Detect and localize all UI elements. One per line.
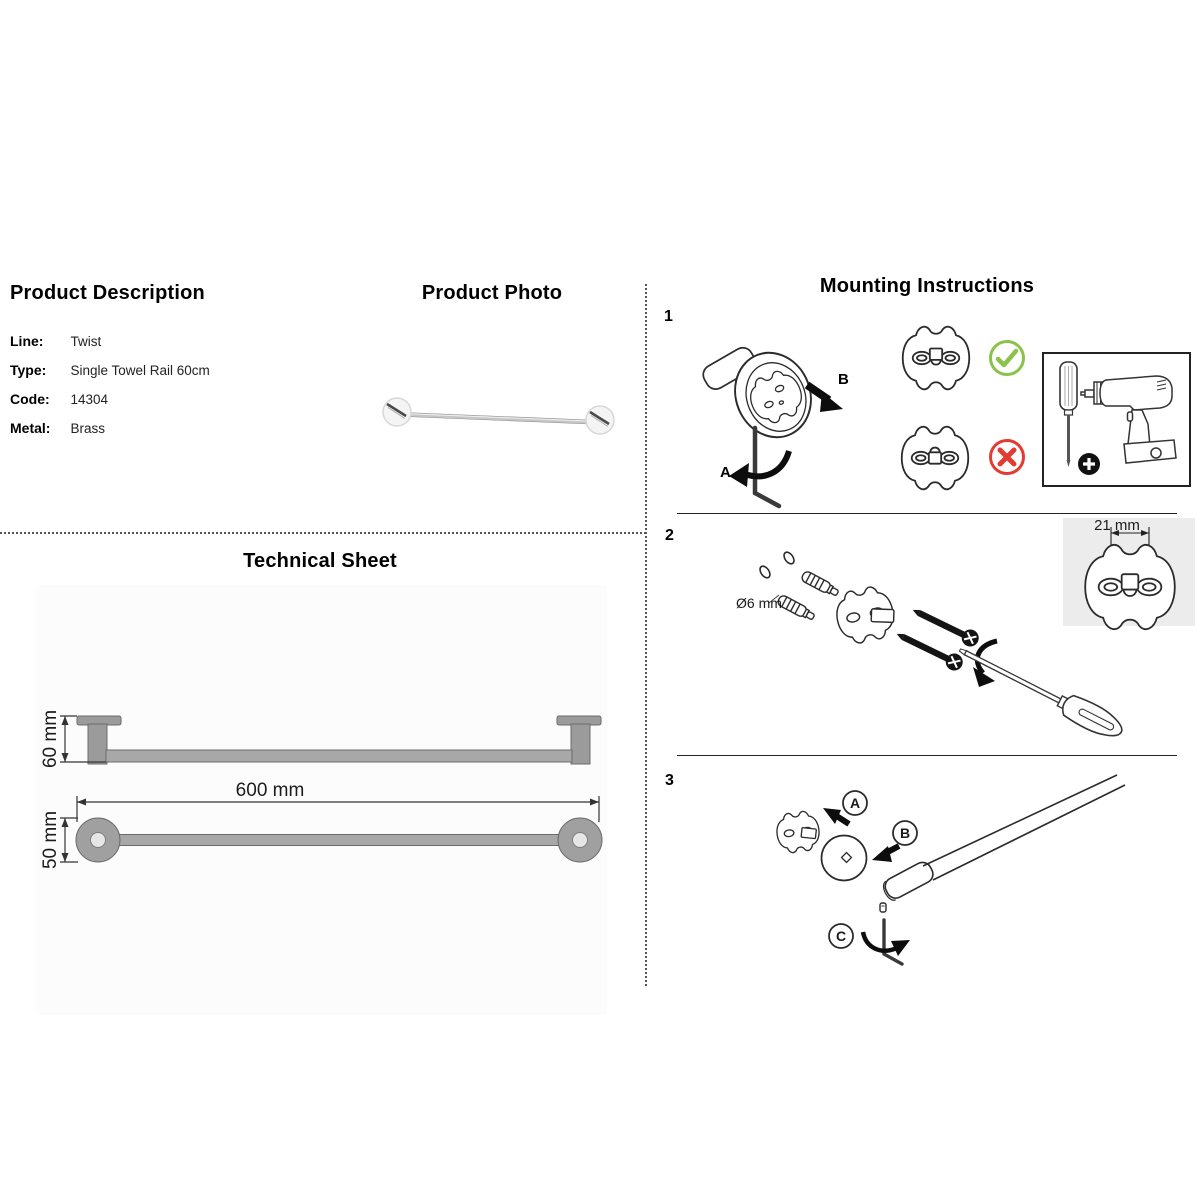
dim-arrow-right (590, 799, 599, 806)
dim-flange-label: 50 mm (40, 810, 61, 870)
step1-step2-divider (677, 513, 1177, 514)
field-metal-label: Metal: (10, 420, 51, 436)
horizontal-divider-left (0, 532, 646, 534)
plate-orientation-wrong (897, 420, 973, 496)
plate-detail-icon (1085, 545, 1175, 629)
mounting-instructions-title: Mounting Instructions (819, 275, 1035, 297)
step1-label-a: A (720, 464, 731, 481)
step3-number: 3 (665, 772, 674, 789)
circle-c-label: C (835, 928, 847, 944)
grub-screw-icon (880, 903, 886, 912)
field-metal-value: Brass (70, 421, 105, 436)
dim-depth-label: 60 mm (40, 709, 61, 769)
dim-600mm-lines (77, 796, 599, 822)
rail-front-bar (104, 835, 572, 846)
technical-sheet-title: Technical Sheet (243, 550, 397, 572)
dim-arrow-left (77, 799, 86, 806)
vertical-divider (645, 284, 647, 986)
rail-plan-drawing (77, 716, 601, 764)
arrow-a-head (823, 808, 841, 824)
rail-end-icon (880, 775, 1125, 903)
technical-front-view (38, 778, 618, 878)
field-line-value: Twist (70, 334, 102, 349)
step1-number: 1 (664, 308, 673, 325)
step1-bracket-diagram (685, 315, 875, 510)
mounting-plate-correct-icon (903, 327, 970, 389)
towel-rail-photo (375, 385, 620, 445)
rotate-arrow-screwdriver-head (973, 667, 995, 687)
rotate-arrow-a (745, 451, 789, 476)
circle-b-label: B (899, 825, 911, 841)
field-metal (10, 420, 105, 438)
step3-assembly-diagram (665, 762, 1195, 987)
pull-arrow-b-head (820, 392, 843, 412)
technical-plan-view (38, 702, 618, 777)
mounting-plate-icon (832, 583, 899, 646)
step2-step3-divider (677, 755, 1177, 756)
field-line-label: Line: (10, 333, 44, 349)
step2-exploded-diagram (665, 515, 1195, 755)
phillips-bit-icon (1078, 453, 1100, 475)
dim-arrow-down (62, 753, 69, 762)
dim-arrow-up (62, 716, 69, 725)
wall-plug-icon-2 (776, 594, 816, 622)
allen-key-icon (755, 428, 779, 506)
field-type-value: Single Towel Rail 60cm (70, 363, 210, 378)
o-ring-icons (758, 550, 796, 579)
tools-box (1042, 352, 1191, 487)
dim50-arrow-down (62, 853, 69, 862)
field-type (10, 362, 210, 380)
rotate-arrow-a-head (729, 463, 749, 487)
plate-orientation-correct (898, 320, 974, 396)
tools-diagram (1044, 354, 1189, 485)
cross-icon (988, 438, 1026, 476)
front-right-flange (558, 818, 602, 862)
field-code-label: Code: (10, 391, 50, 407)
drill-icon (1081, 376, 1176, 463)
dim-length-label: 600 mm (235, 780, 305, 801)
field-line (10, 333, 101, 351)
left-flange (383, 398, 411, 426)
wall-plug-icon-1 (800, 570, 840, 598)
cover-cap-icon (822, 836, 867, 881)
circle-a-label: A (849, 795, 861, 811)
plate-width-label: 21 mm (1094, 517, 1140, 534)
field-code (10, 391, 108, 409)
right-flange (586, 406, 614, 434)
product-description-title: Product Description (10, 282, 205, 304)
front-left-flange (76, 818, 120, 862)
plate-step3-icon (774, 810, 821, 855)
screwdriver-icon (1060, 362, 1077, 467)
product-photo-title: Product Photo (421, 282, 563, 304)
dim50-arrow-up (62, 818, 69, 827)
step1-label-b: B (838, 371, 849, 388)
mounting-plate-wrong-icon (902, 427, 969, 489)
field-type-label: Type: (10, 362, 47, 378)
plug-diameter-label: Ø6 mm (736, 595, 782, 611)
step2-number: 2 (665, 527, 674, 544)
check-icon (988, 339, 1026, 377)
field-code-value: 14304 (70, 392, 108, 407)
